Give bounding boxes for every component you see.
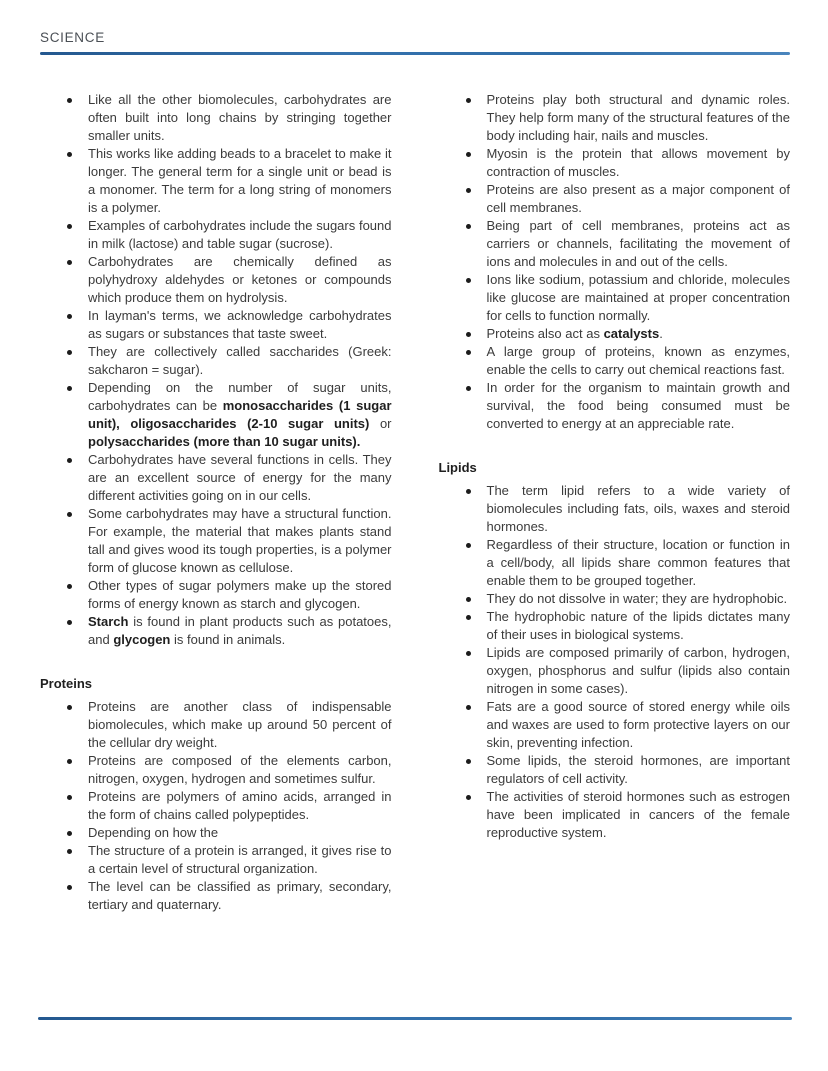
text-run: Ions like sodium, potassium and chloride, molecules like glucose are maintained at proper concentration for cells to function normally. <box>486 272 790 323</box>
bullet-item <box>40 577 392 613</box>
text-run: The structure of a protein is arranged, it gives rise to a certain level of structural organization. <box>88 843 392 876</box>
text-run: They are collectively called saccharides (Greek: sakcharon = sugar). <box>88 344 392 377</box>
page-title: SCIENCE <box>40 30 105 45</box>
bullet-list <box>439 91 791 433</box>
text-run: Proteins are composed of the elements carbon, nitrogen, oxygen, hydrogen and sometimes sulfur. <box>88 753 392 786</box>
text-run: Regardless of their structure, location or function in a cell/body, all lipids share common features that enable them to be grouped together. <box>486 537 790 588</box>
text-run: Depending on how the <box>88 825 219 840</box>
text-run: A large group of proteins, known as enzymes, enable the cells to carry out chemical reactions fast. <box>486 344 790 377</box>
bullet-item <box>439 91 791 145</box>
bullet-list <box>40 91 392 649</box>
bullet-item <box>40 505 392 577</box>
text-run: Proteins are another class of indispensable biomolecules, which make up around 50 percent of the cellular dry weight. <box>88 699 392 750</box>
text-run: Carbohydrates have several functions in cells. They are an excellent source of energy for the many different activities going on in our cells. <box>88 452 392 503</box>
text-run: Some lipids, the steroid hormones, are important regulators of cell activity. <box>486 753 790 786</box>
bullet-item <box>439 536 791 590</box>
bullet-item <box>40 613 392 649</box>
bullet-item <box>40 788 392 824</box>
bullet-item <box>40 878 392 914</box>
bullet-item <box>439 644 791 698</box>
text-run: The level can be classified as primary, secondary, tertiary and quaternary. <box>88 879 392 912</box>
text-run: Depending on the number of sugar units, carbohydrates can be <box>88 380 392 413</box>
text-run: Like all the other biomolecules, carbohydrates are often built into long chains by stringing together smaller units. <box>88 92 392 143</box>
bullet-list <box>40 698 392 914</box>
text-run: is found in plant products such as potatoes, and <box>88 614 392 647</box>
bullet-item <box>439 482 791 536</box>
bullet-item <box>439 590 791 608</box>
text-run: Other types of sugar polymers make up the stored forms of energy known as starch and glycogen. <box>88 578 392 611</box>
text-run: Proteins also act as <box>486 326 604 341</box>
text-run: Lipids are composed primarily of carbon, hydrogen, oxygen, phosphorus and sulfur (lipids also contain nitrogen in some cases). <box>486 645 790 696</box>
text-run: is found in animals. <box>170 632 286 647</box>
page-header <box>0 0 828 55</box>
text-run: Proteins are polymers of amino acids, arranged in the form of chains called polypeptides. <box>88 789 392 822</box>
section-heading: Lipids <box>438 460 477 475</box>
bullet-item <box>439 752 791 788</box>
text-run: Fats are a good source of stored energy while oils and waxes are used to form protective layers on our skin, preventing infection. <box>486 699 790 750</box>
text-run: Proteins are also present as a major component of cell membranes. <box>486 182 790 215</box>
bullet-item <box>439 145 791 181</box>
bullet-item <box>40 343 392 379</box>
bullet-item <box>439 608 791 644</box>
bold-text-run: Starch <box>88 614 129 629</box>
text-run: Proteins play both structural and dynamic roles. They help form many of the structural features of the body including hair, nails and muscles. <box>486 92 790 143</box>
bullet-item <box>439 181 791 217</box>
footer-rule <box>38 1017 792 1020</box>
text-run: Examples of carbohydrates include the sugars found in milk (lactose) and table sugar (sucrose). <box>88 218 392 251</box>
bullet-item <box>40 698 392 752</box>
bullet-item <box>439 698 791 752</box>
bullet-item <box>40 842 392 878</box>
left-column <box>40 91 392 914</box>
bullet-item <box>40 824 392 842</box>
text-run: This works like adding beads to a bracelet to make it longer. The general term for a single unit or bead is a monomer. The term for a long string of monomers is a polymer. <box>88 146 392 215</box>
text-run: In order for the organism to maintain growth and survival, the food being consumed must be converted to energy at an appreciable rate. <box>486 380 790 431</box>
bold-text-run: polysaccharides (more than 10 sugar units). <box>88 434 361 449</box>
text-run: The term lipid refers to a wide variety of biomolecules including fats, oils, waxes and steroid hormones. <box>486 483 790 534</box>
text-run: . <box>659 326 663 341</box>
bullet-item <box>439 271 791 325</box>
content-columns <box>0 55 828 914</box>
text-run: Some carbohydrates may have a structural function. For example, the material that makes plants stand tall and gives wood its tough properties, is a polymer form of glucose known as cellulose. <box>88 506 392 575</box>
text-run: Being part of cell membranes, proteins act as carriers or channels, facilitating the movement of ions and molecules in and out of the cells. <box>486 218 790 269</box>
bullet-item <box>439 217 791 271</box>
bullet-item <box>40 379 392 451</box>
right-column <box>439 91 791 914</box>
bullet-list <box>439 482 791 842</box>
bullet-item <box>439 788 791 842</box>
bold-text-run: catalysts <box>603 326 660 341</box>
text-run: Carbohydrates are chemically defined as polyhydroxy aldehydes or ketones or compounds which produce them on hydrolysis. <box>88 254 392 305</box>
bullet-item <box>40 145 392 217</box>
bullet-item <box>439 343 791 379</box>
bullet-item <box>439 325 791 343</box>
bullet-item <box>40 307 392 343</box>
text-run: In layman's terms, we acknowledge carbohydrates as sugars or substances that taste sweet. <box>88 308 392 341</box>
bullet-item <box>40 91 392 145</box>
text-run: They do not dissolve in water; they are hydrophobic. <box>486 591 788 606</box>
text-run: The activities of steroid hormones such as estrogen have been implicated in cancers of the female reproductive system. <box>486 789 790 840</box>
bullet-item <box>40 752 392 788</box>
bullet-item <box>40 253 392 307</box>
bullet-item <box>40 451 392 505</box>
bold-text-run: monosaccharides (1 sugar unit), oligosaccharides (2-10 sugar units) <box>88 398 392 431</box>
text-run: Myosin is the protein that allows movement by contraction of muscles. <box>486 146 790 179</box>
bold-text-run: glycogen <box>113 632 171 647</box>
section-heading: Proteins <box>40 676 93 691</box>
bullet-item <box>439 379 791 433</box>
bullet-item <box>40 217 392 253</box>
text-run: The hydrophobic nature of the lipids dictates many of their uses in biological systems. <box>486 609 790 642</box>
text-run: or <box>369 416 392 431</box>
